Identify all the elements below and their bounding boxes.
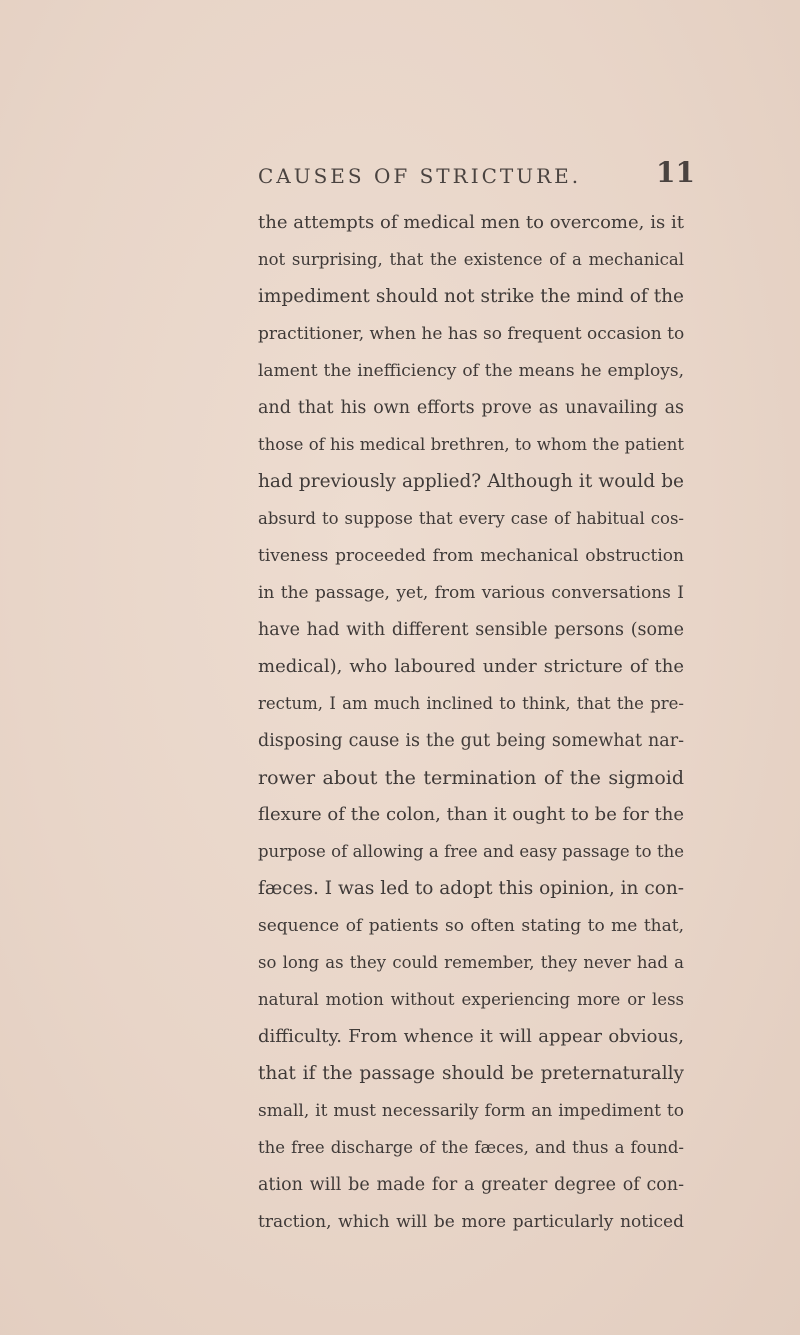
text-line: practitioner, when he has so frequent occasion to (258, 324, 685, 344)
text-line: the free discharge of the fæces, and thus a found- (258, 1138, 684, 1157)
text-line: rower about the termination of the sigmoid (258, 767, 684, 789)
text-line: difficulty. From whence it will appear obvious, (258, 1026, 684, 1047)
text-line: lament the inefficiency of the means he employs, (258, 361, 684, 381)
text-line: fæces. I was led to adopt this opinion, in con- (258, 878, 684, 899)
text-line: purpose of allowing a free and easy passage to the (258, 842, 684, 861)
text-line: absurd to suppose that every case of habitual cos- (258, 509, 684, 528)
running-head: CAUSES OF STRICTURE. (258, 164, 582, 188)
text-line: so long as they could remember, they never had a (258, 953, 684, 972)
text-line: those of his medical brethren, to whom the patient (258, 435, 684, 454)
text-line: have had with different sensible persons (some (258, 620, 684, 640)
text-line: natural motion without experiencing more or less (258, 990, 684, 1009)
text-line: that if the passage should be preternaturally (258, 1063, 684, 1084)
text-line: medical), who laboured under stricture of the (258, 656, 684, 677)
text-line: small, it must necessarily form an impediment to (258, 1101, 684, 1121)
text-line: flexure of the colon, than it ought to be for the (258, 804, 684, 825)
text-line: traction, which will be more particularly noticed (258, 1212, 684, 1232)
text-line: sequence of patients so often stating to me that, (258, 916, 684, 936)
text-line: tiveness proceeded from mechanical obstruction (258, 546, 684, 566)
text-line: rectum, I am much inclined to think, that the pre- (258, 694, 684, 713)
page-number: 11 (656, 156, 695, 189)
text-line: ation will be made for a greater degree of con- (258, 1175, 684, 1195)
text-line: had previously applied? Although it would be (258, 471, 684, 492)
text-line: and that his own efforts prove as unavailing as (258, 398, 684, 418)
text-line: in the passage, yet, from various conversations I (258, 583, 684, 603)
text-line: the attempts of medical men to overcome, is it (258, 212, 684, 233)
text-line: disposing cause is the gut being somewhat nar- (258, 731, 684, 751)
page-header (0, 156, 800, 200)
text-line: not surprising, that the existence of a mechanical (258, 250, 684, 269)
text-line: impediment should not strike the mind of the (258, 286, 684, 307)
